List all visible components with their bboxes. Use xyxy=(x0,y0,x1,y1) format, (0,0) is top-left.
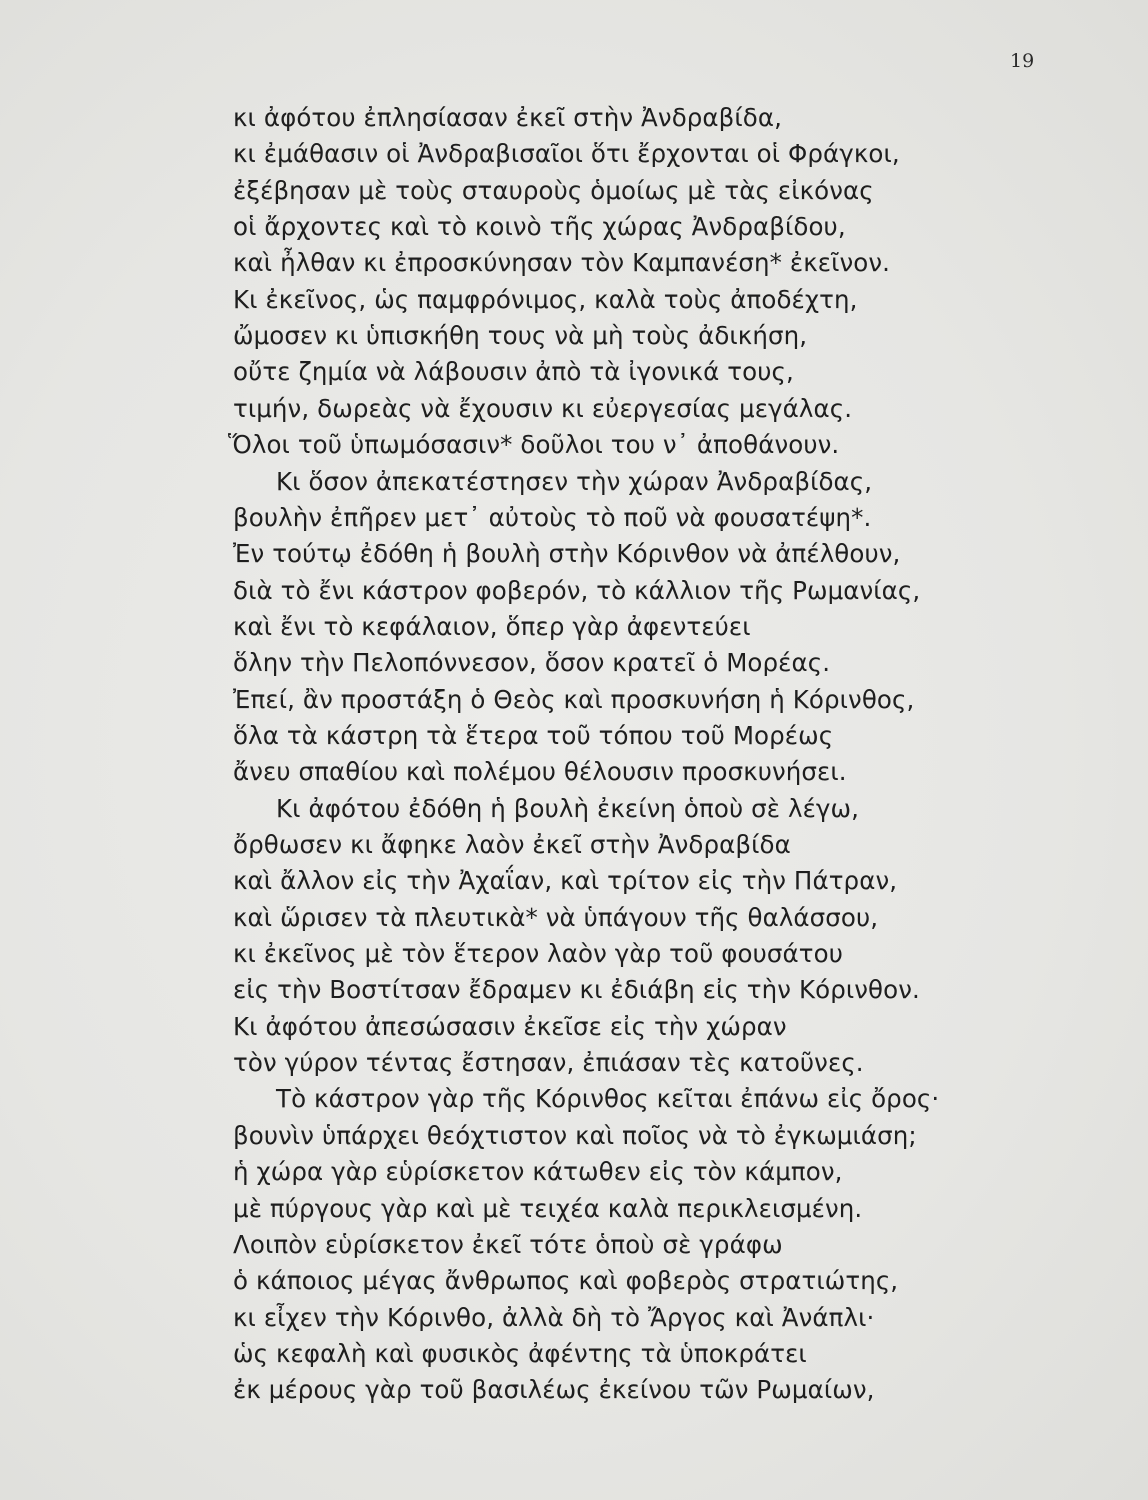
poem-line: ὡς κεφαλὴ καὶ φυσικὸς ἀφέντης τὰ ὑποκράτει xyxy=(233,1338,807,1368)
poem-line: κι ἐμάθασιν οἱ Ἀνδραβισαῖοι ὅτι ἔρχονται οἱ Φράγκοι, xyxy=(233,139,900,169)
poem-line: καὶ ἦλθαν κι ἐπροσκύνησαν τὸν Καμπανέση* ἐκεῖνον. xyxy=(233,248,891,278)
poem-line: κι εἶχεν τὴν Κόρινθο, ἀλλὰ δὴ τὸ Ἄργος καὶ Ἀνάπλι· xyxy=(233,1302,875,1332)
poem-line: τιμήν, δωρεὰς νὰ ἔχουσιν κι εὐεργεσίας μεγάλας. xyxy=(233,393,853,423)
poem-line: καὶ ἄλλον εἰς τὴν Ἀχαΐαν, καὶ τρίτον εἰς τὴν Πάτραν, xyxy=(233,866,898,896)
poem-line: Τὸ κάστρον γὰρ τῆς Κόρινθος κεῖται ἐπάνω εἰς ὄρος· xyxy=(276,1084,940,1114)
poem-line: κι ἀφότου ἐπλησίασαν ἐκεῖ στὴν Ἀνδραβίδα, xyxy=(233,103,783,132)
poem-line: ὄρθωσεν κι ἄφηκε λαὸν ἐκεῖ στὴν Ἀνδραβίδα xyxy=(233,830,791,859)
poem-line: βουλὴν ἐπῆρεν μετ᾽ αὐτοὺς τὸ ποῦ νὰ φουσατέψη*. xyxy=(233,502,872,532)
poem-line: Ὅλοι τοῦ ὑπωμόσασιν* δοῦλοι του ν᾽ ἀποθάνουν. xyxy=(228,430,840,460)
poem-line: Λοιπὸν εὑρίσκετον ἐκεῖ τότε ὁποὺ σὲ γράφω xyxy=(233,1229,783,1259)
poem-line: οἱ ἄρχοντες καὶ τὸ κοινὸ τῆς χώρας Ἀνδραβίδου, xyxy=(233,212,846,242)
poem-line: Κι ἀφότου ἀπεσώσασιν ἐκεῖσε εἰς τὴν χώραν xyxy=(233,1011,787,1041)
poem-line: ἡ χώρα γὰρ εὑρίσκετον κάτωθεν εἰς τὸν κάμπον, xyxy=(233,1157,843,1187)
poem-line: καὶ ἔνι τὸ κεφάλαιον, ὅπερ γὰρ ἀφεντεύει xyxy=(233,611,751,641)
poem-line: διὰ τὸ ἔνι κάστρον φοβερόν, τὸ κάλλιον τῆς Ρωμανίας, xyxy=(233,575,921,605)
poem-line: ἄνευ σπαθίου καὶ πολέμου θέλουσιν προσκυνήσει. xyxy=(233,757,847,787)
poem-line: βουνὶν ὑπάρχει θεόχτιστον καὶ ποῖος νὰ τὸ ἐγκωμιάση; xyxy=(233,1120,917,1150)
poem-line: μὲ πύργους γὰρ καὶ μὲ τειχέα καλὰ περικλεισμένη. xyxy=(233,1193,863,1223)
poem-line: ὅλα τὰ κάστρη τὰ ἕτερα τοῦ τόπου τοῦ Μορέως xyxy=(233,720,834,750)
poem-line: ὤμοσεν κι ὑπισκήθη τους νὰ μὴ τοὺς ἀδικήση, xyxy=(233,321,808,351)
poem-line: ἐκ μέρους γὰρ τοῦ βασιλέως ἐκείνου τῶν Ρωμαίων, xyxy=(233,1375,875,1405)
poem-line: ἐξέβησαν μὲ τοὺς σταυροὺς ὁμοίως μὲ τὰς εἰκόνας xyxy=(233,175,874,205)
poem-line: ὁ κάποιος μέγας ἄνθρωπος καὶ φοβερὸς στρατιώτης, xyxy=(233,1266,899,1296)
poem-line: Ἐπεί, ἂν προστάξη ὁ Θεὸς καὶ προσκυνήση ἡ Κόρινθος, xyxy=(233,684,915,714)
poem-line: Κι ἀφότου ἐδόθη ἡ βουλὴ ἐκείνη ὁποὺ σὲ λέγω, xyxy=(276,793,860,823)
page-number: 19 xyxy=(1010,50,1035,72)
poem-line: Ἐν τούτῳ ἐδόθη ἡ βουλὴ στὴν Κόρινθον νὰ ἀπέλθουν, xyxy=(233,539,901,569)
poem-line: εἰς τὴν Βοστίτσαν ἔδραμεν κι ἐδιάβη εἰς τὴν Κόρινθον. xyxy=(233,975,920,1005)
poem-line: κι ἐκεῖνος μὲ τὸν ἕτερον λαὸν γὰρ τοῦ φουσάτου xyxy=(233,939,843,969)
poem-line: Κι ἐκεῖνος, ὡς παμφρόνιμος, καλὰ τοὺς ἀποδέχτη, xyxy=(233,284,858,314)
poem-line: τὸν γύρον τέντας ἔστησαν, ἐπιάσαν τὲς κατοῦνες. xyxy=(233,1048,864,1078)
poem-line: ὅλην τὴν Πελοπόννεσον, ὅσον κρατεῖ ὁ Μορέας. xyxy=(233,648,831,678)
poem-line: οὔτε ζημία νὰ λάβουσιν ἀπὸ τὰ ἰγονικά τους, xyxy=(233,357,794,387)
poem-line: Κι ὅσον ἀπεκατέστησεν τὴν χώραν Ἀνδραβίδας, xyxy=(276,466,873,496)
poem-line: καὶ ὥρισεν τὰ πλευτικὰ* νὰ ὑπάγουν τῆς θαλάσσου, xyxy=(233,902,879,932)
